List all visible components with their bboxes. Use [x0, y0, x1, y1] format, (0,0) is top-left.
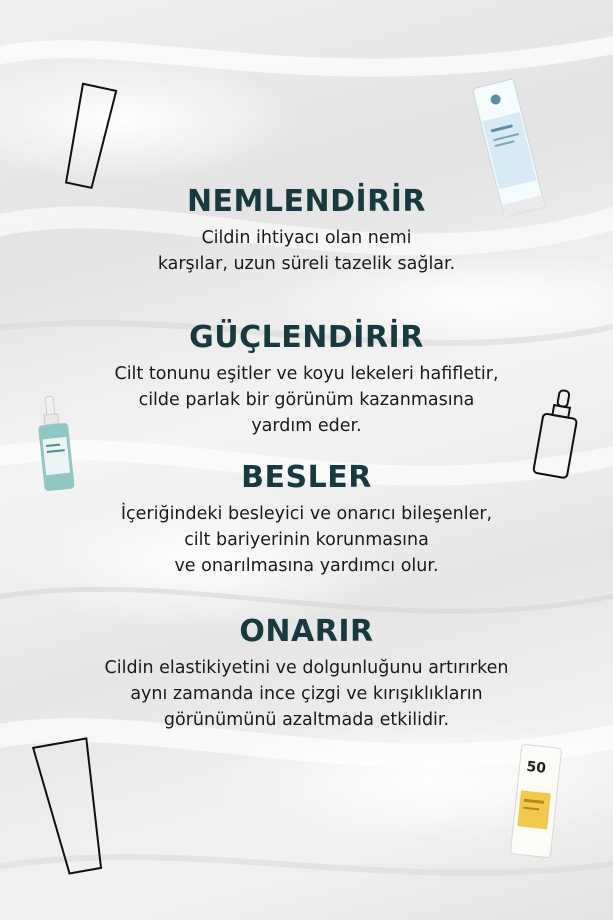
- section-title: BESLER: [241, 460, 372, 495]
- benefit-section-repair: [0, 614, 613, 733]
- description-line: yardım eder.: [251, 416, 362, 436]
- benefit-section-nourish: [0, 460, 613, 579]
- description-line: cilt bariyerinin korunmasına: [184, 530, 429, 550]
- spf-label: 50: [525, 758, 547, 777]
- section-title: ONARIR: [239, 614, 374, 649]
- description-line: Cilt tonunu eşitler ve koyu lekeleri hafifletir,: [114, 364, 499, 384]
- section-description: [0, 501, 613, 579]
- section-description: [0, 225, 613, 277]
- description-line: ve onarılmasına yardımcı olur.: [174, 556, 439, 576]
- section-description: [0, 655, 613, 733]
- section-description: [0, 361, 613, 439]
- description-line: karşılar, uzun süreli tazelik sağlar.: [157, 254, 456, 274]
- tube-outline-icon: [50, 78, 126, 196]
- description-line: cilde parlak bir görünüm kazanmasına: [138, 390, 475, 410]
- description-line: görünümünü azaltmada etkilidir.: [163, 710, 450, 730]
- description-line: Cildin elastikiyetini ve dolgunluğunu artırırken: [104, 658, 509, 678]
- tube-outline-icon: [30, 732, 114, 882]
- description-line: aynı zamanda ince çizgi ve kırışıklıkların: [130, 684, 483, 704]
- section-title: GÜÇLENDİRİR: [189, 320, 424, 355]
- benefit-section-moisturize: [0, 184, 613, 277]
- description-line: İçeriğindeki besleyici ve onarıcı bileşenler,: [120, 504, 493, 524]
- sunscreen-product-image: [508, 740, 564, 862]
- section-title: NEMLENDİRİR: [186, 184, 427, 219]
- description-line: Cildin ihtiyacı olan nemi: [201, 228, 412, 248]
- benefit-section-strengthen: [0, 320, 613, 439]
